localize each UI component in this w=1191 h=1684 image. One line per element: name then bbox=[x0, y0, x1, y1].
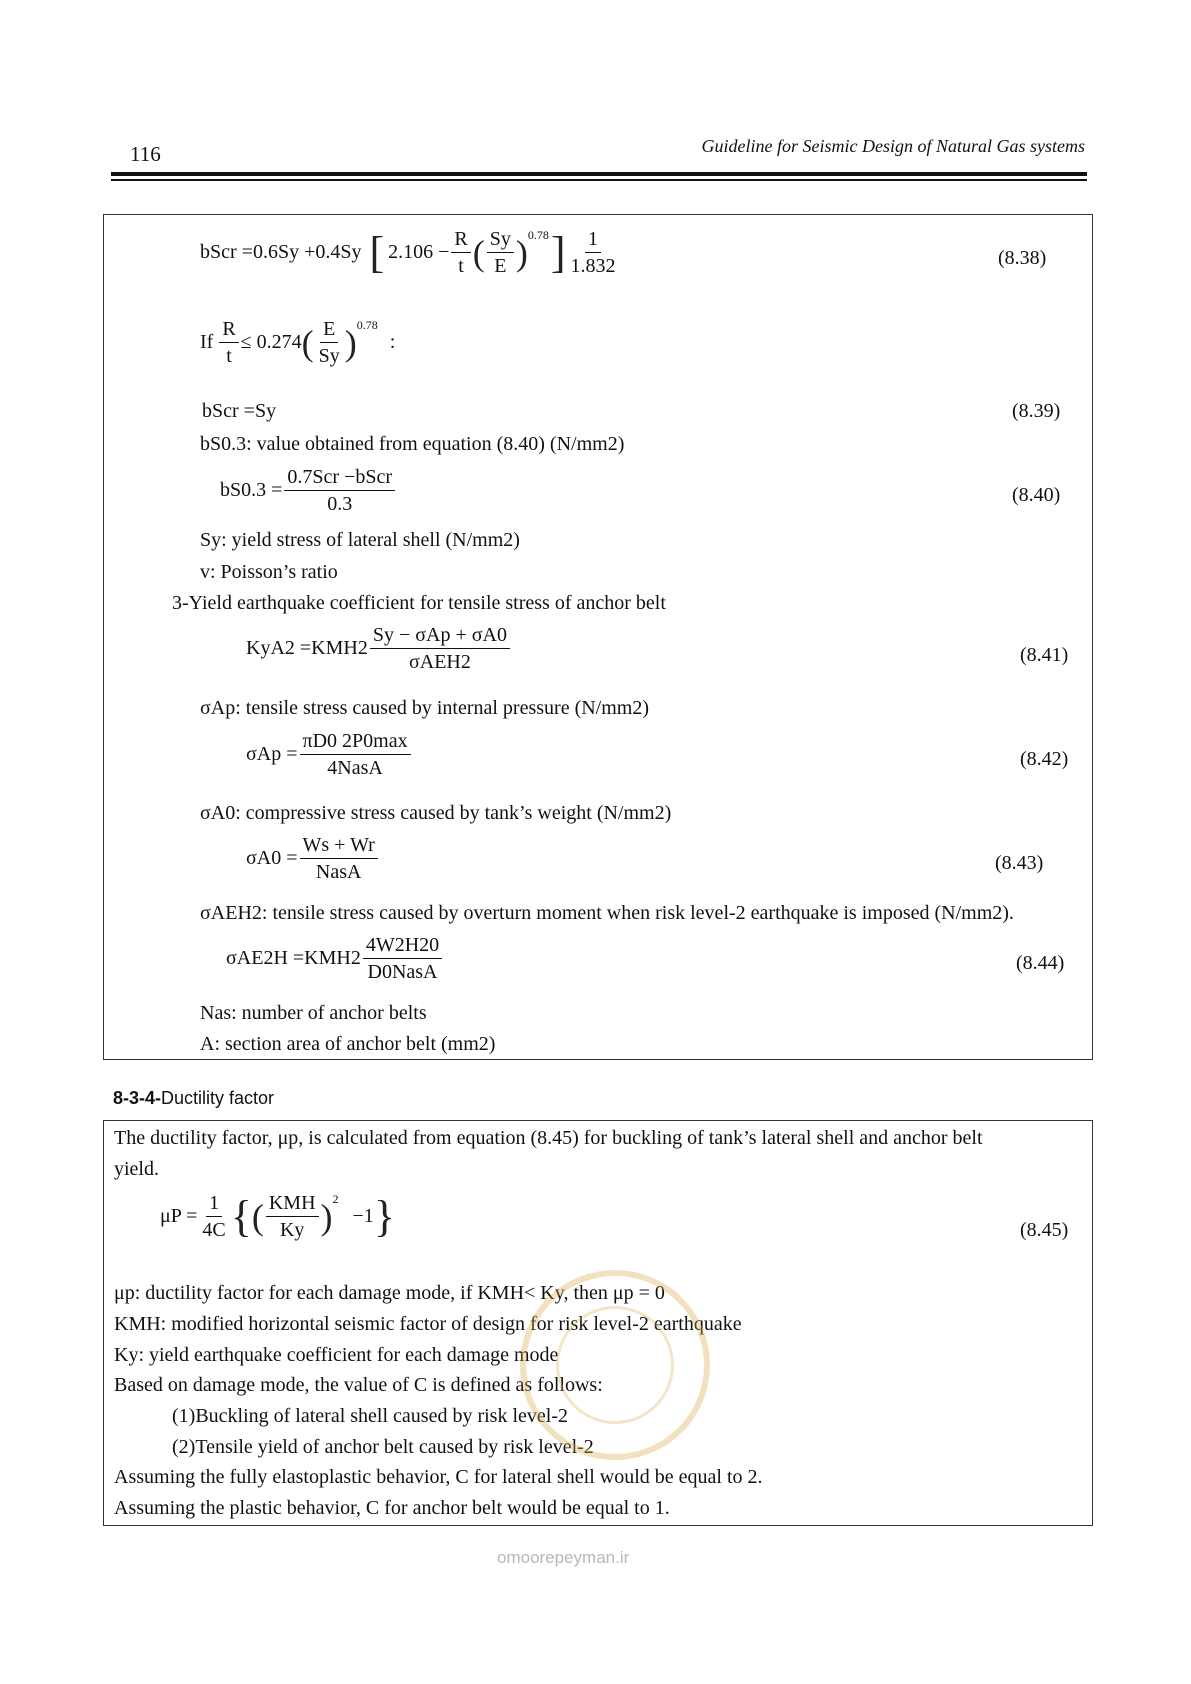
eq845-paren-open: ( bbox=[251, 1196, 264, 1237]
eq842-number: (8.42) bbox=[1020, 748, 1069, 770]
eq838-const: 2.106 − bbox=[388, 241, 450, 263]
eq845-brace-close: } bbox=[373, 1191, 395, 1241]
eq845-number: (8.45) bbox=[1020, 1219, 1069, 1241]
assumption-elastoplastic: Assuming the fully elastoplastic behavior, C for lateral shell would be equal to 2. bbox=[114, 1466, 763, 1488]
equation-8-45 bbox=[160, 1192, 395, 1241]
def-sigma-a0: σA0: compressive stress caused by tank’s weight (N/mm2) bbox=[200, 802, 672, 824]
cond-exponent: 0.78 bbox=[356, 318, 378, 332]
cond-paren-open: ( bbox=[301, 322, 314, 363]
eq844-lhs: σAE2H =KMH2 bbox=[226, 947, 361, 969]
cond-le: ≤ 0.274 bbox=[240, 331, 302, 353]
def-a: A: section area of anchor belt (mm2) bbox=[200, 1033, 496, 1055]
damage-mode-item-2: (2)Tensile yield of anchor belt caused by risk level-2 bbox=[172, 1436, 594, 1458]
equation-8-40 bbox=[220, 466, 397, 515]
item-3-heading: 3-Yield earthquake coefficient for tensile stress of anchor belt bbox=[172, 592, 666, 614]
cond-frac-r-t: $\frac{R}{t}$ bbox=[219, 318, 238, 367]
eq842-lhs: σAp = bbox=[246, 743, 298, 765]
def-v: v: Poisson’s ratio bbox=[200, 561, 338, 583]
equation-8-44 bbox=[226, 934, 444, 983]
eq840-lhs: bS0.3 = bbox=[220, 479, 283, 501]
def-sigma-aeh2: σAEH2: tensile stress caused by overturn moment when risk level-2 earthquake is imposed (N/mm2). bbox=[200, 902, 1014, 924]
def-nas: Nas: number of anchor belts bbox=[200, 1002, 427, 1024]
eq840-frac: $\frac{\text{0.7Scr −bScr}}{0.3}$ bbox=[284, 466, 395, 515]
eq838-bracket-close: ] bbox=[550, 227, 566, 277]
assumption-plastic: Assuming the plastic behavior, C for anchor belt would be equal to 1. bbox=[114, 1497, 670, 1519]
watermark-seal bbox=[520, 1270, 710, 1460]
eq838-paren-close: ) bbox=[515, 232, 528, 273]
eq844-number: (8.44) bbox=[1016, 952, 1065, 974]
eq841-lhs: KyA2 =KMH2 bbox=[246, 637, 368, 659]
eq845-frac-kmh-ky: $\frac{\text{KMH}}{Ky}$ bbox=[266, 1192, 319, 1241]
eq843-number: (8.43) bbox=[995, 852, 1044, 874]
header-rule-thin bbox=[111, 179, 1087, 181]
eq839-number: (8.39) bbox=[1012, 400, 1061, 422]
def-mu-p: μp: ductility factor for each damage mode, if KMH< Ky, then μp = 0 bbox=[114, 1282, 665, 1304]
eq838-exponent: 0.78 bbox=[527, 228, 549, 242]
running-title: Guideline for Seismic Design of Natural Gas systems bbox=[701, 136, 1085, 156]
eq843-lhs: σA0 = bbox=[246, 847, 298, 869]
ductility-intro-line2: yield. bbox=[114, 1158, 159, 1180]
eq838-number: (8.38) bbox=[998, 247, 1047, 269]
eq842-frac: $\frac{\pi D0 2P0\max}{\text{4NasA}}$ bbox=[300, 730, 411, 779]
eq841-frac: $\frac{\text{Sy − σAp + σA0}}{\text{σAEH2}}$ bbox=[370, 624, 510, 673]
section-heading bbox=[113, 1088, 274, 1109]
eq838-frac-r-t: $\frac{R}{t}$ bbox=[451, 228, 470, 277]
watermark-site-text: omoorepeyman.ir bbox=[497, 1548, 630, 1567]
eq845-frac-1-4c: $\frac{1}{4C}$ bbox=[202, 1192, 226, 1241]
damage-mode-item-1: (1)Buckling of lateral shell caused by risk level-2 bbox=[172, 1405, 568, 1427]
def-bs03: bS0.3: value obtained from equation (8.40) (N/mm2) bbox=[200, 433, 625, 455]
eq845-tail: −1 bbox=[352, 1205, 374, 1227]
def-kmh: KMH: modified horizontal seismic factor of design for risk level-2 earthquake bbox=[114, 1313, 742, 1335]
cond-if: If bbox=[200, 331, 214, 353]
eq838-lhs: bScr =0.6Sy +0.4Sy bbox=[200, 241, 362, 263]
eq845-exponent: 2 bbox=[332, 1192, 339, 1206]
eq838-frac-sy-e: $\frac{Sy}{E}$ bbox=[487, 228, 514, 277]
def-sy: Sy: yield stress of lateral shell (N/mm2) bbox=[200, 529, 520, 551]
eq843-frac: $\frac{Ws + Wr}{\text{NasA}}$ bbox=[300, 834, 378, 883]
condition-r-t bbox=[200, 318, 395, 367]
eq845-brace-open: { bbox=[230, 1191, 252, 1241]
equation-8-38 bbox=[200, 228, 621, 277]
cond-frac-e-sy: $\frac{E}{Sy}$ bbox=[318, 318, 340, 367]
eq838-frac-1-1832: $\frac{1}{1.832}$ bbox=[570, 228, 616, 277]
eq840-number: (8.40) bbox=[1012, 484, 1061, 506]
based-on-damage-mode: Based on damage mode, the value of C is defined as follows: bbox=[114, 1374, 603, 1396]
def-sigma-ap: σAp: tensile stress caused by internal pressure (N/mm2) bbox=[200, 697, 650, 719]
cond-paren-close: ) bbox=[344, 322, 357, 363]
section-title: Ductility factor bbox=[161, 1088, 275, 1108]
equation-8-41 bbox=[246, 624, 512, 673]
eq841-number: (8.41) bbox=[1020, 644, 1069, 666]
eq845-paren-close: ) bbox=[320, 1196, 333, 1237]
header-rule-thick bbox=[111, 172, 1087, 176]
eq838-bracket-open: [ bbox=[369, 227, 385, 277]
section-number: 8-3-4- bbox=[113, 1088, 162, 1108]
equation-8-39: bScr =Sy bbox=[202, 400, 277, 422]
eq845-lhs: μP = bbox=[160, 1205, 198, 1227]
def-ky: Ky: yield earthquake coefficient for each damage mode bbox=[114, 1344, 559, 1366]
page-number: 116 bbox=[130, 142, 161, 166]
cond-colon: : bbox=[389, 331, 396, 353]
eq838-paren-open: ( bbox=[472, 232, 485, 273]
eq844-frac: $\frac{4W2H20}{\text{D0NasA}}$ bbox=[363, 934, 442, 983]
equation-8-43 bbox=[246, 834, 380, 883]
ductility-intro-line1: The ductility factor, μp, is calculated from equation (8.45) for buckling of tank’s lateral shell and anchor belt bbox=[114, 1127, 983, 1149]
equation-8-42 bbox=[246, 730, 413, 779]
